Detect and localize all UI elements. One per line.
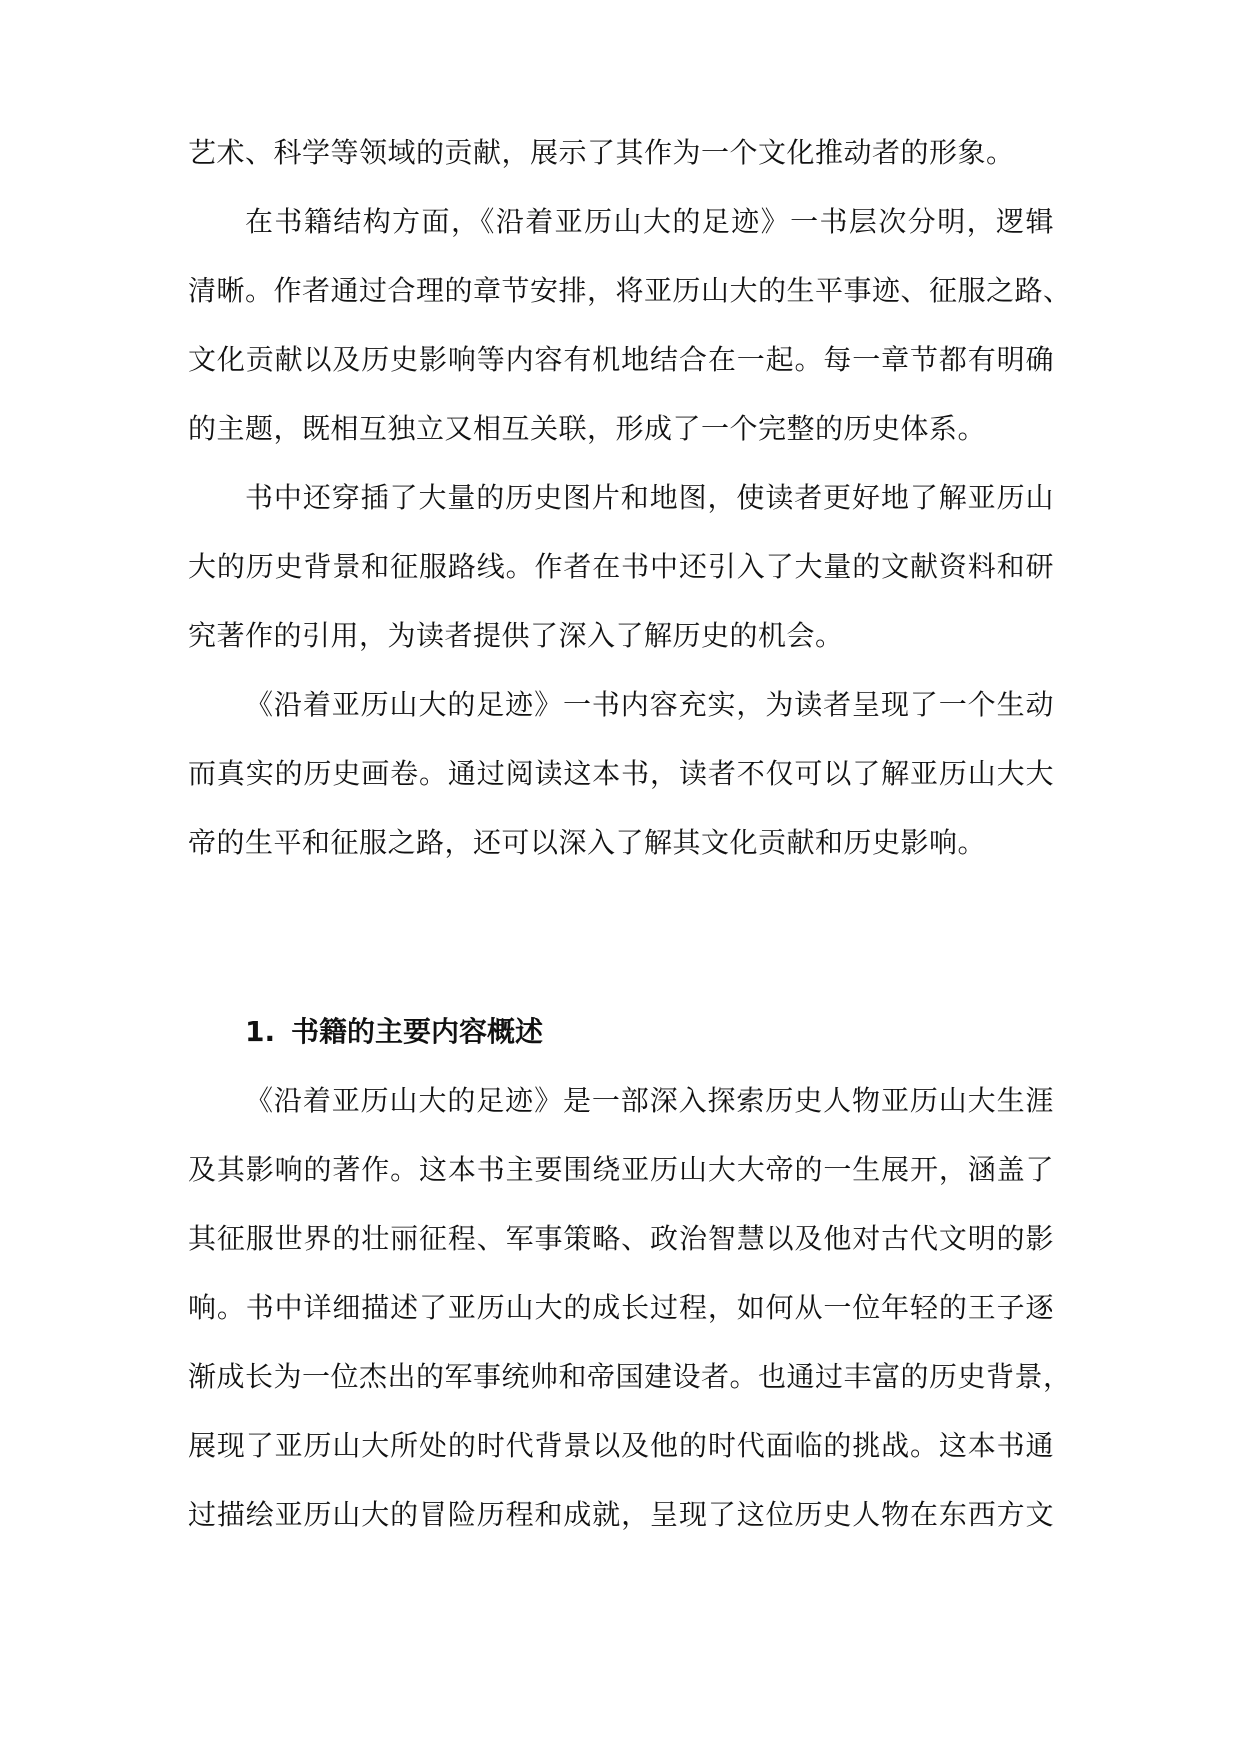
paragraph-line: 而真实的历史画卷。通过阅读这本书，读者不仅可以了解亚历山大大	[188, 757, 1054, 790]
paragraph-line: 展现了亚历山大所处的时代背景以及他的时代面临的挑战。这本书通	[188, 1429, 1054, 1462]
paragraph-line: 其征服世界的壮丽征程、军事策略、政治智慧以及他对古代文明的影	[188, 1222, 1054, 1255]
paragraph-line: 过描绘亚历山大的冒险历程和成就，呈现了这位历史人物在东西方文	[188, 1498, 1054, 1531]
paragraph-line: 清晰。作者通过合理的章节安排，将亚历山大的生平事迹、征服之路、	[188, 274, 1072, 307]
section-title: 书籍的主要内容概述	[291, 1015, 544, 1048]
paragraph-line: 在书籍结构方面，《沿着亚历山大的足迹》一书层次分明，逻辑	[245, 205, 1054, 238]
section-heading	[245, 1012, 543, 1052]
paragraph-line: 《沿着亚历山大的足迹》是一部深入探索历史人物亚历山大生涯	[245, 1084, 1054, 1117]
section-number: 1.	[245, 1015, 276, 1048]
paragraph-line: 究著作的引用，为读者提供了深入了解历史的机会。	[188, 619, 844, 652]
paragraph-line: 文化贡献以及历史影响等内容有机地结合在一起。每一章节都有明确	[188, 343, 1054, 376]
paragraph-line: 及其影响的著作。这本书主要围绕亚历山大大帝的一生展开，涵盖了	[188, 1153, 1054, 1186]
paragraph-line: 艺术、科学等领域的贡献，展示了其作为一个文化推动者的形象。	[188, 136, 1015, 169]
paragraph-line: 帝的生平和征服之路，还可以深入了解其文化贡献和历史影响。	[188, 826, 987, 859]
paragraph-line: 书中还穿插了大量的历史图片和地图，使读者更好地了解亚历山	[245, 481, 1054, 514]
paragraph-line: 的主题，既相互独立又相互关联，形成了一个完整的历史体系。	[188, 412, 987, 445]
paragraph-line: 响。书中详细描述了亚历山大的成长过程，如何从一位年轻的王子逐	[188, 1291, 1054, 1324]
paragraph-line: 《沿着亚历山大的足迹》一书内容充实，为读者呈现了一个生动	[245, 688, 1054, 721]
paragraph-line: 大的历史背景和征服路线。作者在书中还引入了大量的文献资料和研	[188, 550, 1054, 583]
paragraph-line: 渐成长为一位杰出的军事统帅和帝国建设者。也通过丰富的历史背景，	[188, 1360, 1072, 1393]
